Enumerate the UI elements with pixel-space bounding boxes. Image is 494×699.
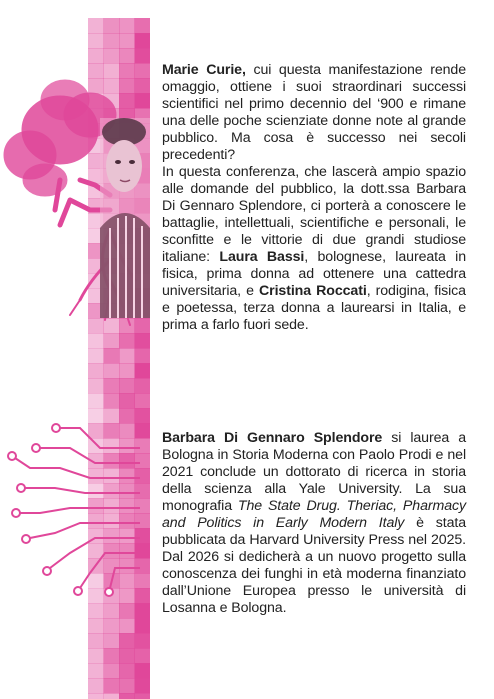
- cristina-roccati-name: Cristina Roccati: [259, 283, 367, 299]
- bio-section: [162, 430, 466, 617]
- bio-text-2: è stata pubblicata da Harvard University Press nel 2025. Dal 2026 si dedicherà a un nuovo progetto sulla conoscenza dei funghi in età moderna finanziato dall’Unione Europea presso le università di Losanna e Bologna.: [162, 515, 466, 616]
- intro-section: [162, 62, 466, 334]
- bio-text-1: si laurea a Bologna in Storia Moderna con Paolo Prodi e nel 2021 conclude un dottorato di ricerca in storia della scienza alla Yale University. La sua monografia: [162, 430, 466, 514]
- book-title: The State Drug. Theriac, Pharmacy and Politics in Early Modern Italy: [162, 498, 466, 531]
- intro-paragraph: [162, 62, 466, 164]
- intro-text: cui questa manifestazione rende omaggio, ottiene i suoi straordinari successi scientifici nel primo decennio del ‘900 e rimane una delle poche scienziate donne note al grande pubblico. Ma cosa è successo nei secoli precedenti?: [162, 62, 467, 163]
- laura-bassi-name: Laura Bassi: [219, 249, 305, 265]
- speaker-name: Barbara Di Gennaro Splendore: [162, 430, 383, 446]
- circuit-illustration: [0, 418, 140, 598]
- talk-paragraph: [162, 164, 466, 334]
- talk-text-3: , rodigina, fisica e poetessa, terza donna a laurearsi in Italia, e prima a farlo fuori sede.: [162, 283, 466, 333]
- talk-text-2: , bolognese, laureata in fisica, prima donna ad ottenere una cattedra universitaria, e: [162, 249, 467, 299]
- portrait-image: [100, 118, 150, 318]
- marie-curie-name: Marie Curie,: [162, 62, 246, 78]
- bio-paragraph: [162, 430, 466, 617]
- talk-text-1: In questa conferenza, che lascerà ampio spazio alle domande del pubblico, la dott.ssa Barbara Di Gennaro Splendore, ci porterà a conoscere le battaglie, intellettuali, scientifiche e personali, le sconfitte e le vittorie di due grandi studiose italiane:: [162, 164, 466, 265]
